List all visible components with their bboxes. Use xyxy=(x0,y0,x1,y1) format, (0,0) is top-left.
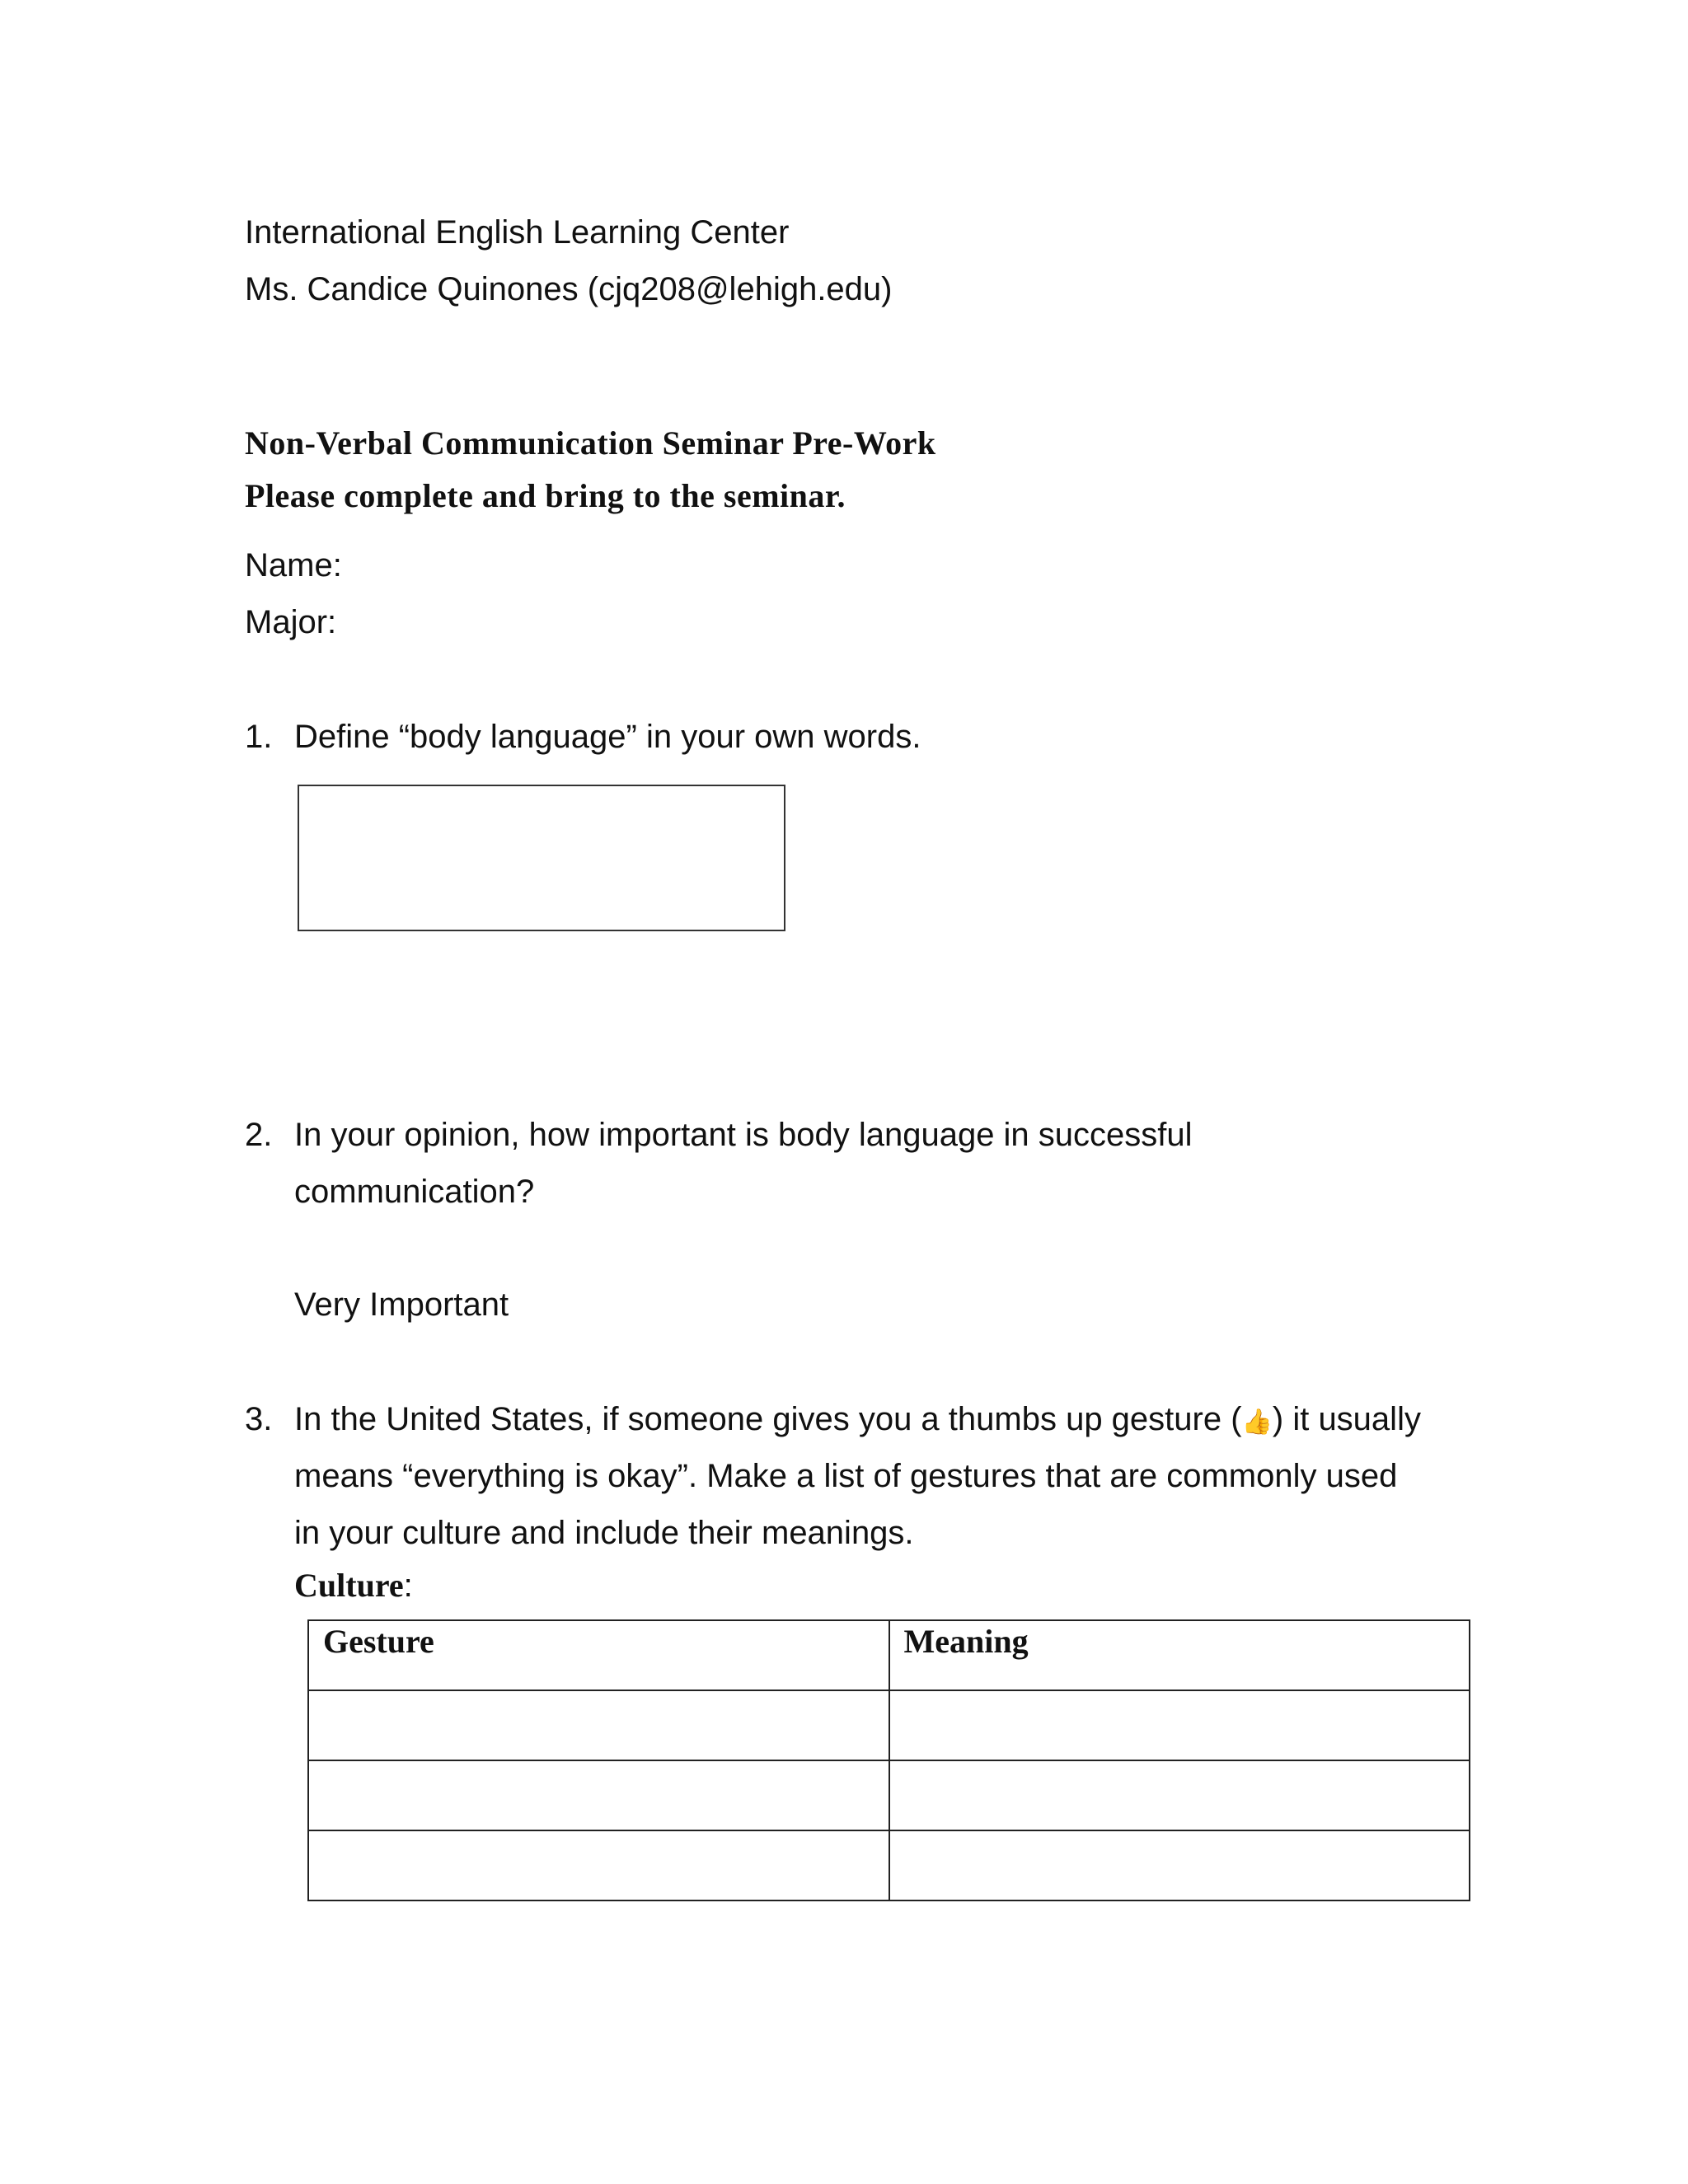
table-header-row xyxy=(308,1620,1470,1690)
meaning-cell[interactable] xyxy=(889,1690,1470,1760)
question-2-text-line-2: communication? xyxy=(294,1174,535,1210)
document-instruction: Please complete and bring to the seminar. xyxy=(245,477,846,514)
table-row xyxy=(308,1690,1470,1760)
organization-name: International English Learning Center xyxy=(245,214,790,251)
question-3-text-line-3: in your culture and include their meanings. xyxy=(294,1515,914,1551)
importance-scale-label: Very Important xyxy=(294,1286,509,1323)
gesture-meaning-table xyxy=(307,1619,1470,1901)
meaning-cell[interactable] xyxy=(889,1760,1470,1830)
gesture-cell[interactable] xyxy=(308,1690,889,1760)
meaning-cell[interactable] xyxy=(889,1830,1470,1900)
culture-label: Culture: xyxy=(294,1567,413,1604)
meaning-column-header: Meaning xyxy=(889,1620,1470,1690)
question-3-text-line-2: means “everything is okay”. Make a list of gestures that are commonly used xyxy=(294,1458,1398,1494)
question-2-text-line-1: In your opinion, how important is body language in successful xyxy=(294,1117,1193,1153)
gesture-cell[interactable] xyxy=(308,1830,889,1900)
document-title: Non-Verbal Communication Seminar Pre-Work xyxy=(245,424,936,462)
instructor-contact: Ms. Candice Quinones (cjq208@lehigh.edu) xyxy=(245,271,893,307)
question-1-answer-box[interactable] xyxy=(298,785,785,931)
gesture-column-header: Gesture xyxy=(308,1620,889,1690)
name-field-label: Name: xyxy=(245,547,342,583)
thumbs-up-icon: 👍 xyxy=(1241,1408,1273,1436)
table-row xyxy=(308,1760,1470,1830)
question-3-number: 3. xyxy=(245,1401,273,1437)
gesture-cell[interactable] xyxy=(308,1760,889,1830)
question-3-text-line-1: In the United States, if someone gives you a thumbs up gesture (👍) it usually xyxy=(294,1401,1421,1437)
major-field-label: Major: xyxy=(245,604,337,640)
question-1-text: Define “body language” in your own words. xyxy=(294,719,921,755)
question-1-number: 1. xyxy=(245,719,273,755)
table-row xyxy=(308,1830,1470,1900)
question-2-number: 2. xyxy=(245,1117,273,1153)
